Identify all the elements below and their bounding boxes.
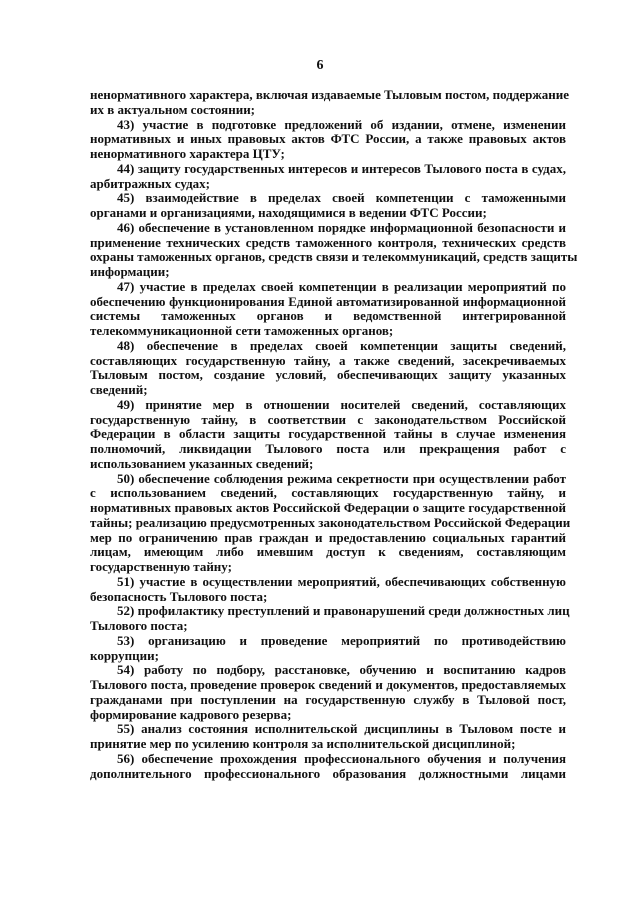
text-line: коррупции; [90, 647, 159, 663]
text-line: формирование кадрового резерва; [90, 706, 292, 722]
text-line: Федерации в области защиты государственной тайны в случае изменения [90, 426, 566, 442]
text-line: безопасность Тылового поста; [90, 588, 268, 604]
text-line: органами и организациями, находящимися в ведении ФТС России; [90, 205, 487, 220]
text-line: 45) взаимодействие в пределах своей компетенции с таможенными [117, 190, 566, 206]
text-line: применение технических средств таможенного контроля, технических средств [90, 234, 566, 250]
text-line: системы таможенных органов и ведомственной интегрированной [90, 308, 566, 324]
paragraph-p54 [90, 663, 566, 722]
text-line: 49) принятие мер в отношении носителей сведений, составляющих [117, 396, 566, 412]
text-line: лицам, имеющим либо имевшим доступ к сведениям, составляющим [90, 544, 566, 560]
text-line: Тыловым постом, создание условий, обеспечивающих защиту указанных [90, 367, 566, 383]
text-line: тайны; реализацию предусмотренных законодательством Российской Федерации [90, 514, 571, 530]
text-line: 56) обеспечение прохождения профессионального обучения и получения [117, 750, 566, 766]
text-line: нормативных и иных правовых актов ФТС России, а также правовых актов [90, 131, 566, 147]
text-line: сведений; [90, 382, 148, 397]
text-line: государственную тайну; [90, 559, 232, 574]
text-line: их в актуальном состоянии; [90, 101, 256, 117]
text-line: с использованием сведений, составляющих государственную тайну, и [90, 485, 566, 501]
paragraph-p44 [90, 162, 566, 192]
document-body [90, 87, 578, 781]
text-line: гражданами при поступлении на государственную службу в Тыловой пост, [90, 691, 566, 707]
text-line: полномочий, ликвидации Тылового поста или прекращения работ с [90, 441, 566, 456]
paragraph-p49 [90, 398, 566, 472]
text-line: составляющих государственную тайну, а также сведений, засекречиваемых [90, 352, 566, 368]
text-line: 44) защиту государственных интересов и интересов Тылового поста в судах, [117, 160, 566, 176]
paragraph-p47 [90, 280, 566, 339]
paragraph-p55 [90, 722, 566, 752]
paragraph-p52 [90, 603, 570, 634]
paragraph-p56 [90, 752, 566, 782]
text-line: принятие мер по усилению контроля за исполнительской дисциплиной; [90, 736, 516, 751]
text-line: мер по ограничению прав граждан и предоставлению социальных гарантий [90, 529, 566, 545]
paragraph-p46 [90, 219, 578, 280]
text-line: арбитражных судах; [90, 175, 210, 191]
text-line: 47) участие в пределах своей компетенции в реализации мероприятий по [117, 278, 566, 294]
paragraph-p45 [90, 191, 566, 221]
page-number: 6 [316, 58, 324, 73]
text-line: 51) участие в осуществлении мероприятий, обеспечивающих собственную [117, 573, 566, 589]
text-line: Тылового поста; [90, 618, 188, 633]
text-line: 52) профилактику преступлений и правонарушений среди должностных лиц [117, 603, 570, 619]
paragraph-p42-cont [90, 87, 570, 118]
text-line: 50) обеспечение соблюдения режима секретности при осуществлении работ [117, 470, 566, 486]
text-line: 48) обеспечение в пределах своей компетенции защиты сведений, [117, 337, 566, 353]
text-line: 43) участие в подготовке предложений об издании, отмене, изменении [117, 116, 566, 132]
paragraph-p43 [90, 118, 566, 162]
text-line: 53) организацию и проведение мероприятий по противодействию [117, 632, 566, 648]
text-line: 55) анализ состояния исполнительской дисциплины в Тыловом посте и [117, 721, 566, 737]
text-line: охраны таможенных органов, средств связи и телекоммуникаций, средств защиты [90, 249, 578, 265]
text-line: государственную тайну, в соответствии с законодательством Российской [90, 411, 566, 427]
text-line: ненормативного характера, включая издаваемые Тыловым постом, поддержание [90, 87, 570, 102]
text-line: ненормативного характера ЦТУ; [90, 146, 285, 161]
text-line: обеспечению функционирования Единой автоматизированной информационной [90, 293, 566, 309]
paragraph-p48 [90, 339, 566, 398]
text-line: информации; [90, 264, 170, 279]
text-line: телекоммуникационной сети таможенных органов; [90, 323, 394, 338]
text-line: Тылового поста, проведение проверок сведений и документов, предоставляемых [90, 677, 566, 692]
text-line: использованием указанных сведений; [90, 455, 314, 471]
paragraph-p50 [90, 470, 571, 575]
text-line: нормативных правовых актов Российской Федерации о защите государственной [90, 500, 566, 515]
text-line: 54) работу по подбору, расстановке, обучению и воспитанию кадров [117, 662, 566, 678]
text-line: дополнительного профессионального образования должностными лицами [90, 765, 566, 781]
paragraph-p53 [90, 634, 566, 664]
paragraph-p51 [90, 575, 566, 605]
text-line: 46) обеспечение в установленном порядке информационной безопасности и [117, 219, 566, 235]
